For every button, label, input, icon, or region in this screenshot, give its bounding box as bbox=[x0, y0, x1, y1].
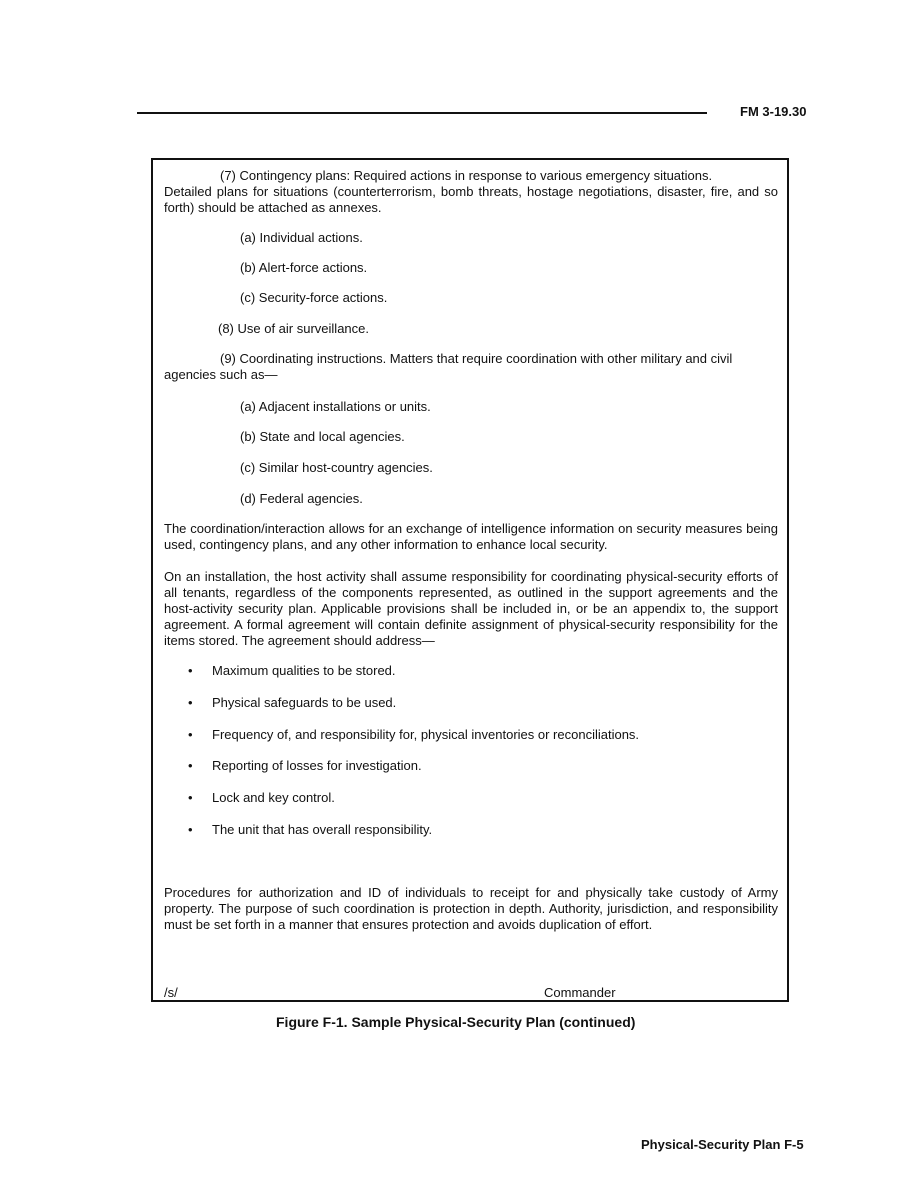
bullet-icon: • bbox=[188, 758, 193, 773]
bullet-icon: • bbox=[188, 822, 193, 837]
paragraph-9-body: agencies such as— bbox=[164, 367, 278, 382]
list-item: (a) Individual actions. bbox=[240, 230, 363, 245]
paragraph-9 bbox=[164, 351, 778, 383]
page-footer: Physical-Security Plan F-5 bbox=[641, 1137, 804, 1152]
list-item: (b) State and local agencies. bbox=[240, 429, 405, 444]
paragraph-8: (8) Use of air surveillance. bbox=[218, 321, 369, 336]
bullet-item: Physical safeguards to be used. bbox=[212, 695, 397, 710]
paragraph-7 bbox=[164, 168, 778, 216]
list-item: (c) Security-force actions. bbox=[240, 290, 388, 305]
list-item: (a) Adjacent installations or units. bbox=[240, 399, 431, 414]
bullet-item: Reporting of losses for investigation. bbox=[212, 758, 422, 773]
list-item: (b) Alert-force actions. bbox=[240, 260, 368, 275]
figure-frame bbox=[151, 158, 789, 1002]
header-rule bbox=[137, 112, 707, 114]
list-item: (c) Similar host-country agencies. bbox=[240, 460, 433, 475]
document-id: FM 3-19.30 bbox=[740, 104, 807, 119]
bullet-icon: • bbox=[188, 663, 193, 678]
bullet-item: Maximum qualities to be stored. bbox=[212, 663, 396, 678]
bullet-item: The unit that has overall responsibility. bbox=[212, 822, 433, 837]
signature-title: Commander bbox=[544, 985, 616, 1000]
procedures-paragraph: Procedures for authorization and ID of individuals to receipt for and physically take custody of Army property. The purpose of such coordination is protection in depth. Authority, jurisdiction, and responsibility must be set forth in a manner that ensures protection and avoids duplication of effort. bbox=[164, 885, 778, 932]
list-item: (d) Federal agencies. bbox=[240, 491, 363, 506]
paragraph-7-lead: (7) Contingency plans: Required actions in response to various emergency situations. bbox=[220, 168, 713, 183]
installation-paragraph: On an installation, the host activity shall assume responsibility for coordinating physical-security efforts of all tenants, regardless of the components represented, as outlined in the support agreements and the host-activity security plan. Applicable provisions shall be included in, or be an appendix to, the support agreement. A formal agreement will contain definite assignment of physical-security responsibility for the items stored. The agreement should address— bbox=[164, 569, 778, 648]
figure-caption: Figure F-1. Sample Physical-Security Plan (continued) bbox=[276, 1014, 636, 1030]
bullet-icon: • bbox=[188, 695, 193, 710]
bullet-icon: • bbox=[188, 790, 193, 805]
bullet-icon: • bbox=[188, 727, 193, 742]
paragraph-9-lead: (9) Coordinating instructions. Matters that require coordination with other military and civil bbox=[220, 351, 733, 366]
signature-mark: /s/ bbox=[164, 985, 178, 1000]
bullet-item: Frequency of, and responsibility for, physical inventories or reconciliations. bbox=[212, 727, 640, 742]
paragraph-7-body: Detailed plans for situations (counterterrorism, bomb threats, hostage negotiations, disaster, fire, and so forth) should be attached as annexes. bbox=[164, 184, 778, 215]
coordination-paragraph: The coordination/interaction allows for an exchange of intelligence information on security measures being used, contingency plans, and any other information to enhance local security. bbox=[164, 521, 778, 552]
bullet-item: Lock and key control. bbox=[212, 790, 335, 805]
